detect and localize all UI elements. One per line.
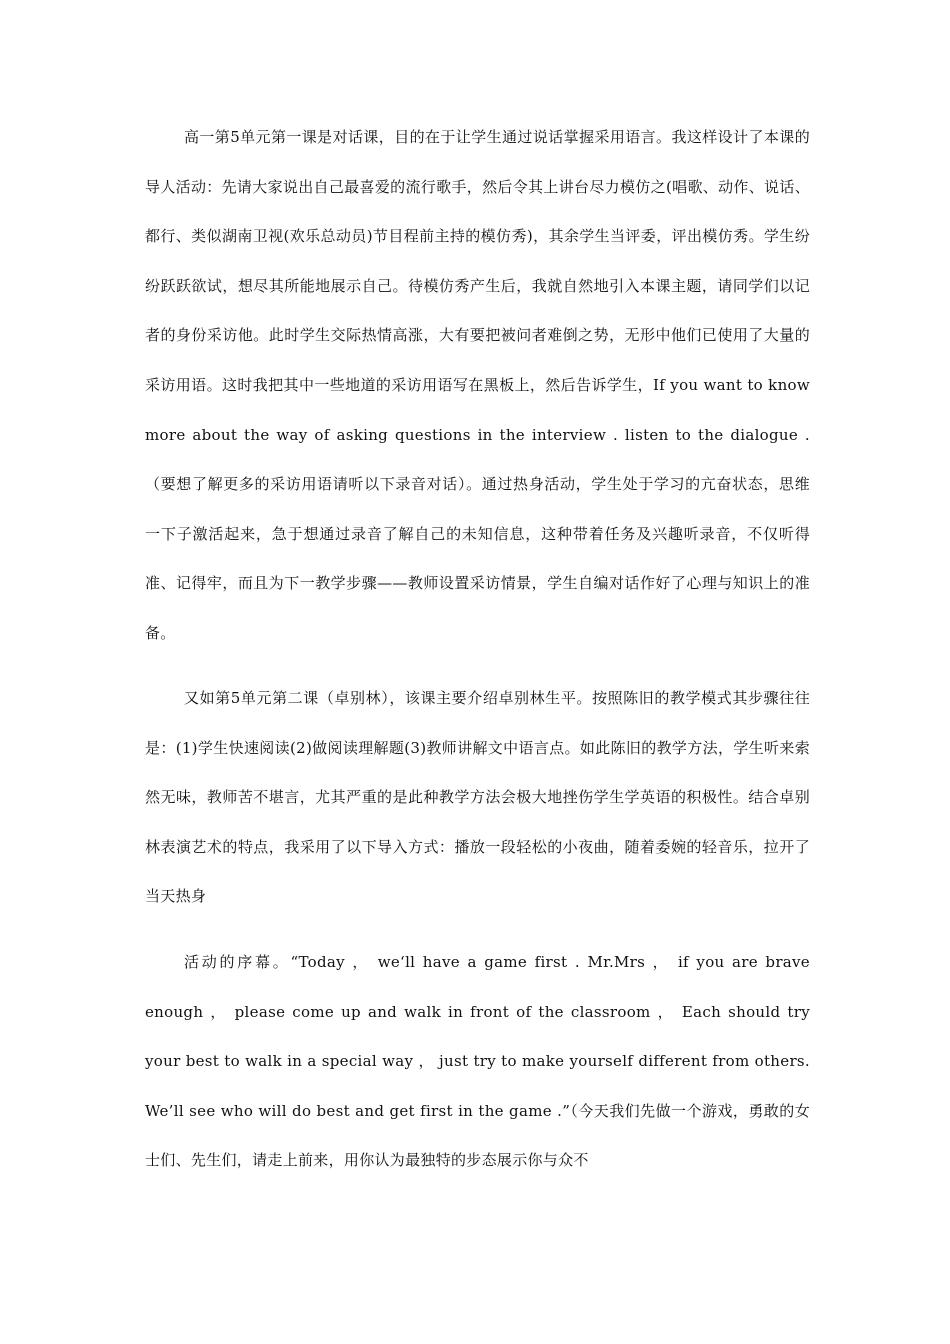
paragraph-warmup-activity: 活动的序幕。“Today ， we‘ll have a game first . Mr.Mrs ， if you are brave enough ， please come up and walk in front of the classroom ， Each should try your best to walk in a special way ， just try to make yourself different from others. We’ll see who will do best and get first in the game .”（今天我们先做一个游戏，勇敢的女士们、先生们，请走上前来，用你认为最独特的步态展示你与众不: [145, 953, 810, 1170]
paragraph-lesson-one: 高一第5单元第一课是对话课，目的在于让学生通过说话掌握采用语言。我这样设计了本课的导人活动：先请大家说出自己最喜爱的流行歌手，然后令其上讲台尽力模仿之(唱歌、动作、说话、都行、类似湖南卫视(欢乐总动员)节目程前主持的模仿秀)，其余学生当评委，评出模仿秀。学生纷纷跃跃欲试，想尽其所能地展示自己。待模仿秀产生后，我就自然地引入本课主题，请同学们以记者的身份采访他。此时学生交际热情高涨，大有要把被问者难倒之势，无形中他们已使用了大量的采访用语。这时我把其中一些地道的采访用语写在黑板上，然后告诉学生，If you want to know more about the way of asking questions in the interview . listen to the dialogue .（要想了解更多的采访用语请听以下录音对话）。通过热身活动，学生处于学习的亢奋状态，思维一下子激活起来，急于想通过录音了解自己的未知信息，这种带着任务及兴趣听录音，不仅听得准、记得牢，而且为下一教学步骤——教师设置采访情景，学生自编对话作好了心理与知识上的准备。: [145, 128, 810, 642]
paragraph-lesson-two: 又如第5单元第二课（卓别林），该课主要介绍卓别林生平。按照陈旧的教学模式其步骤往往是：(1)学生快速阅读(2)做阅读理解题(3)教师讲解文中语言点。如此陈旧的教学方法，学生听来索然无味，教师苦不堪言，尤其严重的是此种教学方法会极大地挫伤学生学英语的积极性。结合卓别林表演艺术的特点，我采用了以下导入方式：播放一段轻松的小夜曲，随着委婉的轻音乐，拉开了当天热身: [145, 689, 810, 906]
